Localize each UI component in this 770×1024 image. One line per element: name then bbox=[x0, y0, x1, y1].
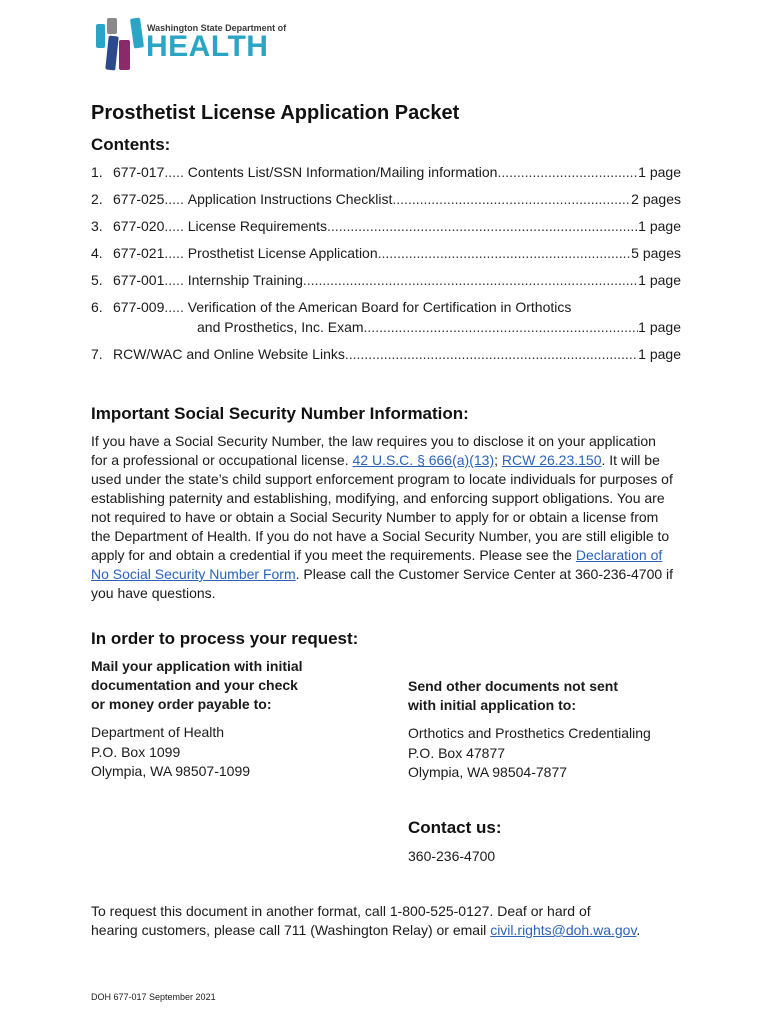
other-heading-line-1: Send other documents not sent bbox=[408, 678, 619, 694]
other-address-line-2: P.O. Box 47877 bbox=[408, 744, 506, 761]
toc-item: 5. 677-001 ..... Internship Training ..... 1 page bbox=[91, 271, 681, 290]
mail-heading-line-1: Mail your application with initial bbox=[91, 658, 303, 674]
mail-heading-line-3: or money order payable to: bbox=[91, 696, 272, 712]
rcw-link[interactable]: RCW 26.23.150 bbox=[501, 452, 602, 468]
other-documents-block bbox=[408, 677, 698, 783]
usc-link[interactable]: 42 U.S.C. § 666(a)(13) bbox=[352, 452, 495, 468]
toc-item: 1. 677-017 ..... Contents List/SSN Information/Mailing information ..... 1 page bbox=[91, 163, 681, 182]
toc-item: 6. 677-009 ..... Verification of the American Board for Certification in Orthotics bbox=[91, 299, 572, 315]
civil-rights-email-link[interactable]: civil.rights@doh.wa.gov bbox=[490, 922, 637, 938]
toc-item: 7. RCW/WAC and Online Website Links ..... 1 page bbox=[91, 345, 681, 364]
no-ssn-form-link[interactable]: Declaration of No Social Security Number Form bbox=[91, 547, 663, 582]
toc-item: 4. 677-021 ..... Prosthetist License Application ..... 5 pages bbox=[91, 244, 681, 263]
contact-heading: Contact us: bbox=[408, 818, 502, 837]
logo-mark-icon bbox=[94, 16, 154, 74]
accessibility-paragraph: To request this document in another format, call 1-800-525-0127. Deaf or hard of hearing customers, please call 711 (Washington Relay) or email civil.rights@doh.wa.gov. bbox=[91, 903, 641, 938]
other-heading-line-2: with initial application to: bbox=[408, 697, 576, 713]
process-heading: In order to process your request: bbox=[91, 629, 359, 648]
mail-address-line-2: P.O. Box 1099 bbox=[91, 743, 181, 760]
contact-phone: 360-236-4700 bbox=[408, 848, 496, 864]
ssn-paragraph: If you have a Social Security Number, the law requires you to disclose it on your application for a professional or occupational license. 42 U.S.C. § 666(a)(13); RCW 26.23.150. It will be used under the state’s child support enforcement program to locate individuals for purposes of establishing paternity and establishing, modifying, and enforcing support obligations. You are not required to have or obtain a Social Security Number to apply for or obtain a license from the Department of Health. If you do not have a Social Security Number, you are still eligible to apply for and obtain a credential if you meet the requirements. Please see the Declaration of No Social Security Number Form. Please call the Customer Service Center at 360-236-4700 if you have questions. bbox=[91, 433, 674, 601]
toc-item: 2. 677-025 ..... Application Instructions Checklist ..... 2 pages bbox=[91, 190, 681, 209]
other-address-line-1: Orthotics and Prosthetics Credentialing bbox=[408, 725, 651, 741]
ssn-heading: Important Social Security Number Information: bbox=[91, 404, 469, 423]
mail-heading-line-2: documentation and your check bbox=[91, 677, 298, 693]
mail-address-line-1: Department of Health bbox=[91, 724, 225, 740]
mail-address-line-3: Olympia, WA 98507-1099 bbox=[91, 763, 251, 779]
page-title: Prosthetist License Application Packet bbox=[91, 102, 460, 124]
footer-form-id: DOH 677-017 September 2021 bbox=[91, 992, 216, 1002]
mail-application-block bbox=[91, 657, 381, 782]
logo-org-line: Washington State Department of bbox=[147, 23, 287, 33]
toc-item-continued: and Prosthetics, Inc. Exam ..... 1 page bbox=[197, 318, 681, 337]
other-address-line-3: Olympia, WA 98504-7877 bbox=[408, 764, 568, 780]
contents-heading: Contents: bbox=[91, 135, 171, 154]
logo-word: HEALTH bbox=[146, 30, 269, 63]
toc-item: 3. 677-020 ..... License Requirements ..... 1 page bbox=[91, 217, 681, 236]
